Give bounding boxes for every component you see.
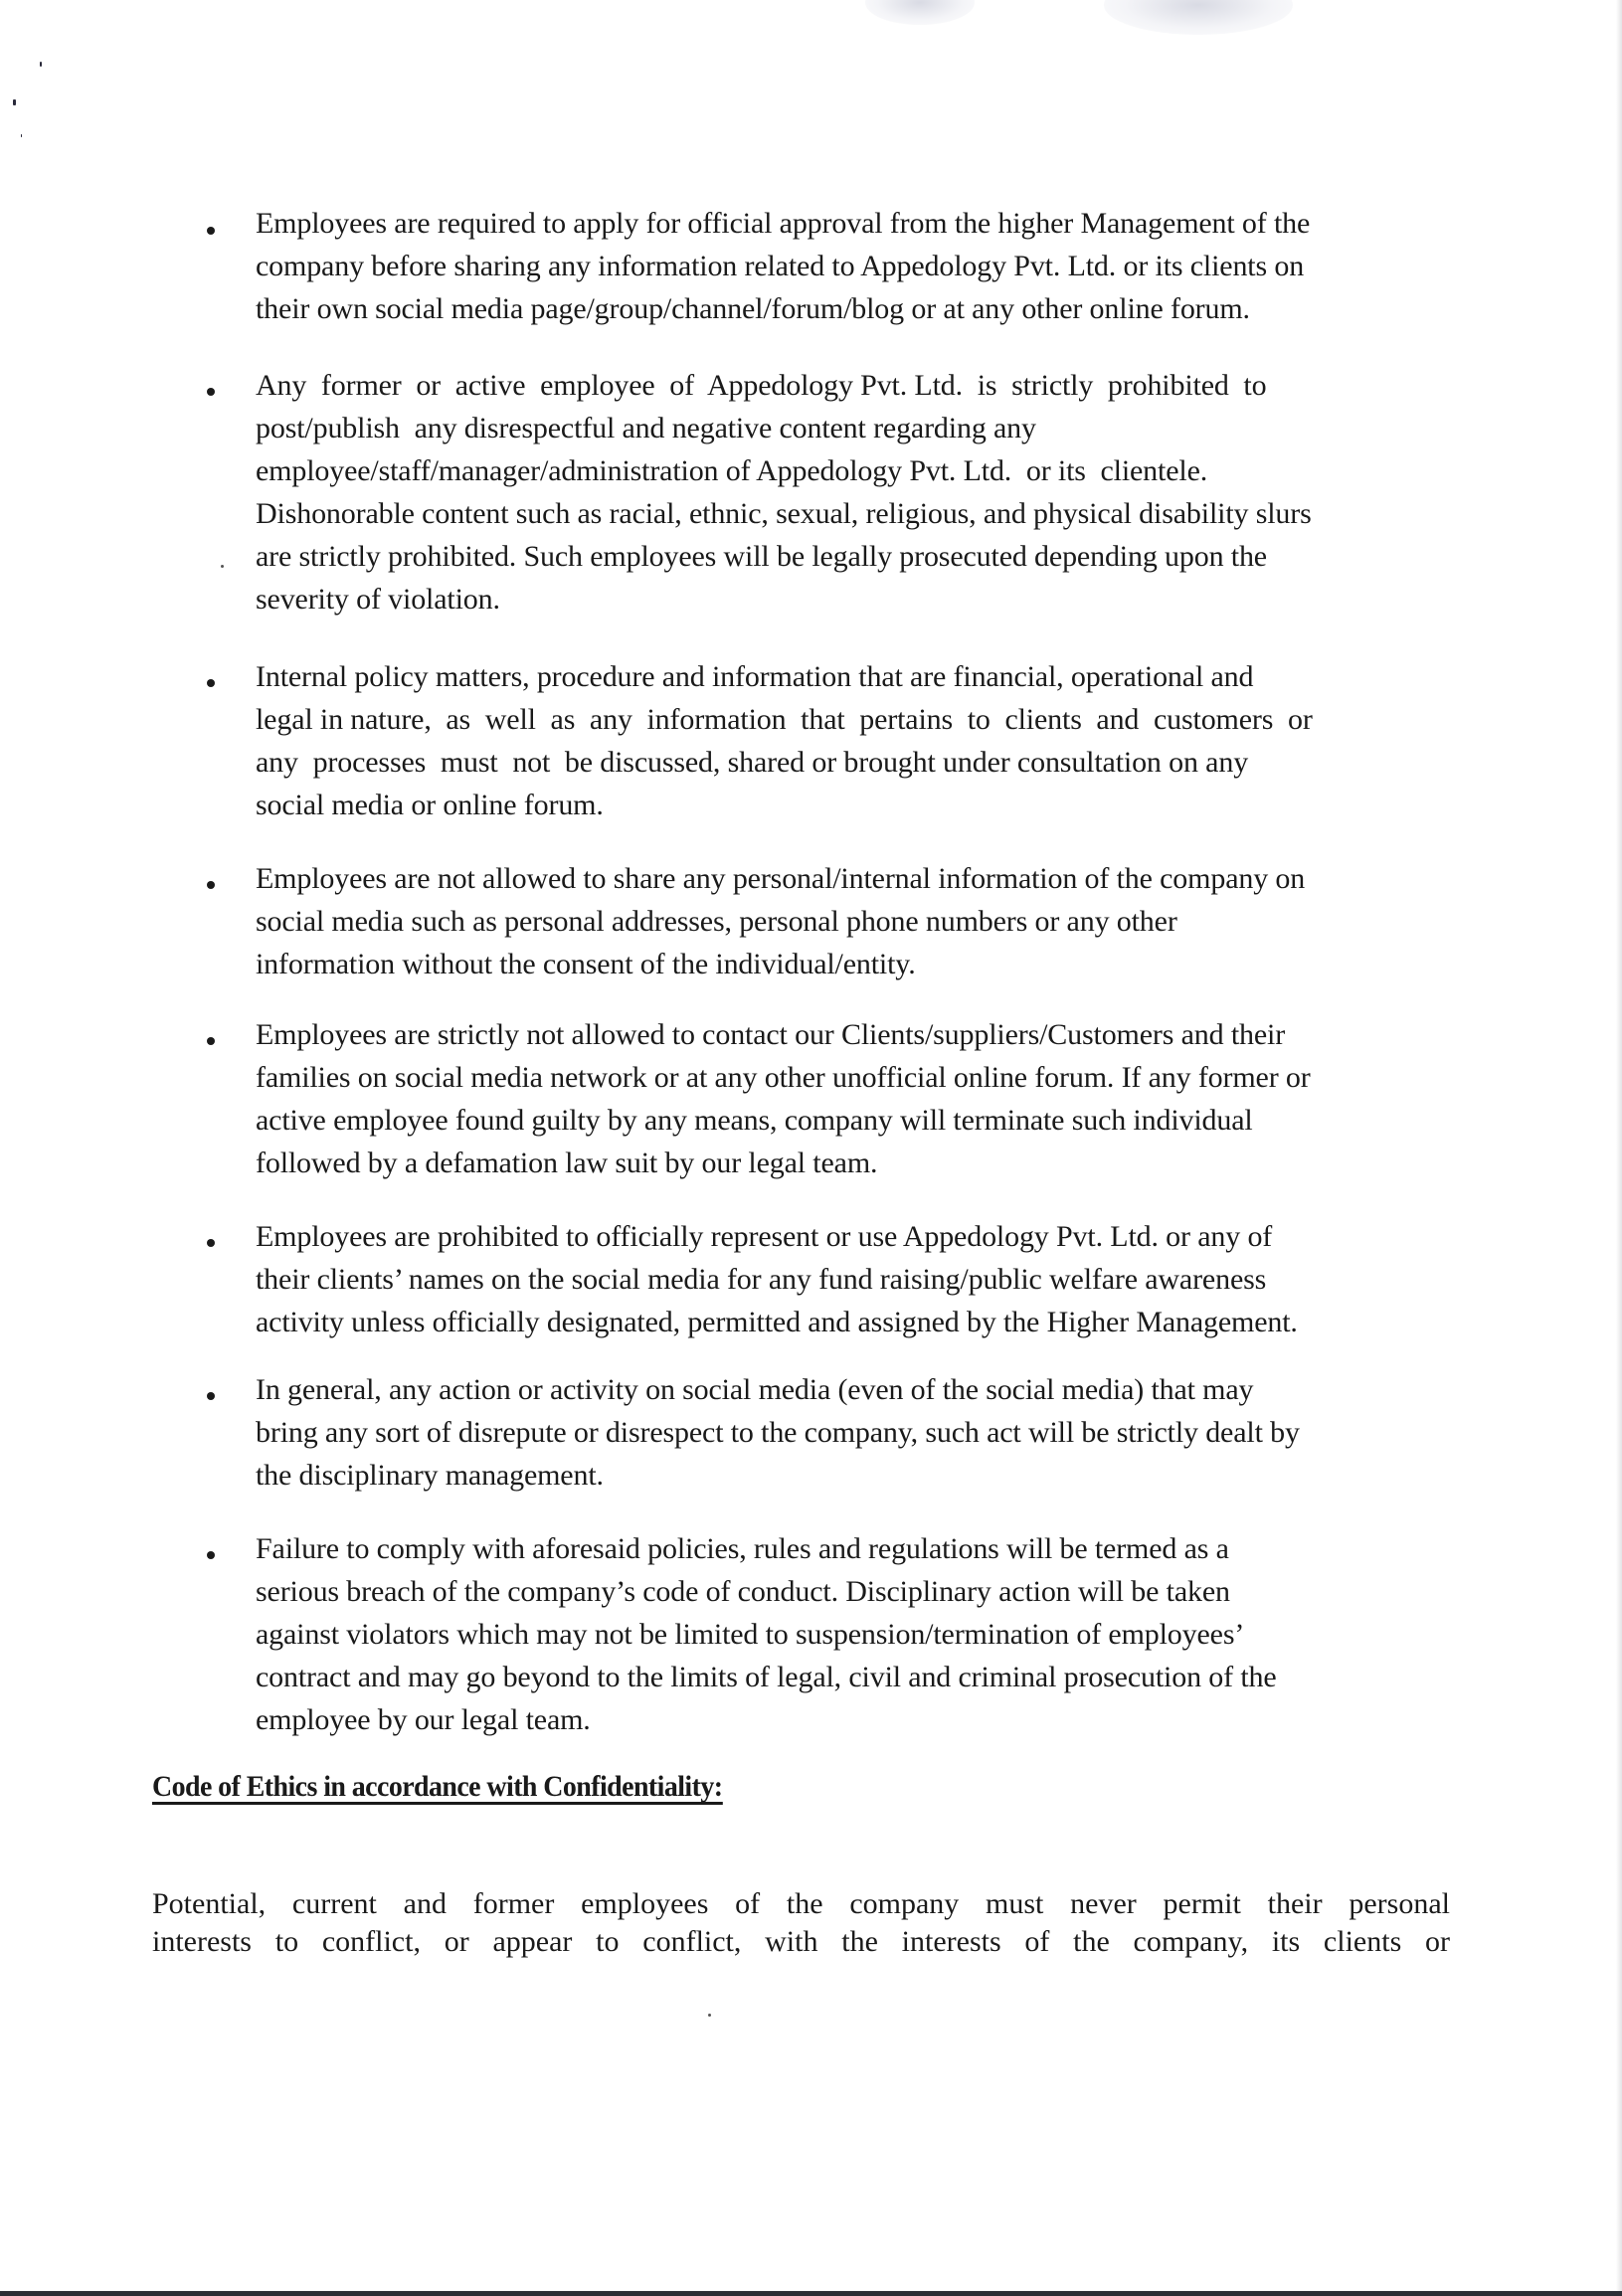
bullet-line: their own social media page/group/channel/forum/blog or at any other online forum. xyxy=(256,292,1250,325)
bullet-line: post/publish any disrespectful and negative content regarding any xyxy=(256,412,1036,444)
bullet-line: Any former or active employee of Appedology Pvt. Ltd. is strictly prohibited to xyxy=(256,369,1267,402)
bullet-line: against violators which may not be limited to suspension/termination of employees’ xyxy=(256,1618,1245,1651)
bullet-line: employee/staff/manager/administration of Appedology Pvt. Ltd. or its clientele. xyxy=(256,454,1208,487)
bullet-icon xyxy=(207,1392,215,1400)
scan-speck xyxy=(40,62,42,67)
bullet-line: social media such as personal addresses, personal phone numbers or any other xyxy=(256,905,1177,938)
bullet-line: employee by our legal team. xyxy=(256,1703,591,1736)
scan-speck xyxy=(708,2014,711,2017)
bullet-line: contract and may go beyond to the limits of legal, civil and criminal prosecution of the xyxy=(256,1661,1277,1693)
bullet-icon xyxy=(207,227,215,235)
bullet-line: Dishonorable content such as racial, ethnic, sexual, religious, and physical disability slurs xyxy=(256,497,1312,530)
bullet-line: bring any sort of disrepute or disrespect to the company, such act will be strictly dealt by xyxy=(256,1416,1300,1449)
bullet-line: In general, any action or activity on social media (even of the social media) that may xyxy=(256,1373,1254,1406)
bullet-line: Employees are not allowed to share any personal/internal information of the company on xyxy=(256,862,1306,895)
bullet-line: social media or online forum. xyxy=(256,789,604,821)
bullet-line: Internal policy matters, procedure and information that are financial, operational and xyxy=(256,660,1254,693)
bullet-line: are strictly prohibited. Such employees will be legally prosecuted depending upon the xyxy=(256,540,1267,573)
bullet-line: their clients’ names on the social media for any fund raising/public welfare awareness xyxy=(256,1263,1267,1296)
bullet-icon xyxy=(207,388,215,396)
bullet-line: Employees are strictly not allowed to contact our Clients/suppliers/Customers and their xyxy=(256,1018,1286,1051)
bullet-line: Failure to comply with aforesaid policies, rules and regulations will be termed as a xyxy=(256,1532,1229,1565)
bullet-line: company before sharing any information related to Appedology Pvt. Ltd. or its clients on xyxy=(256,250,1305,282)
bullet-icon xyxy=(207,881,215,889)
scan-speck xyxy=(221,565,224,568)
paragraph-line: interests to conflict, or appear to conflict, with the interests of the company, its clients or xyxy=(152,1925,1450,1958)
page-edge-right xyxy=(1616,0,1622,2296)
scan-smudge xyxy=(865,0,975,25)
bullet-line: serious breach of the company’s code of conduct. Disciplinary action will be taken xyxy=(256,1575,1230,1608)
scan-smudge xyxy=(1104,0,1293,35)
bullet-line: legal in nature, as well as any information that pertains to clients and customers or xyxy=(256,703,1313,736)
bullet-line: families on social media network or at any other unofficial online forum. If any former or xyxy=(256,1061,1311,1094)
bullet-icon xyxy=(207,1037,215,1045)
bullet-line: Employees are required to apply for official approval from the higher Management of the xyxy=(256,207,1311,240)
bullet-line: the disciplinary management. xyxy=(256,1459,604,1492)
bullet-icon xyxy=(207,1239,215,1247)
bullet-line: Employees are prohibited to officially represent or use Appedology Pvt. Ltd. or any of xyxy=(256,1220,1273,1253)
scan-speck xyxy=(21,134,22,137)
bullet-icon xyxy=(207,1551,215,1559)
bullet-line: followed by a defamation law suit by our legal team. xyxy=(256,1147,878,1179)
scan-speck xyxy=(13,99,16,105)
bullet-icon xyxy=(207,679,215,687)
bullet-line: information without the consent of the individual/entity. xyxy=(256,948,916,980)
bullet-line: any processes must not be discussed, shared or brought under consultation on any xyxy=(256,746,1249,779)
bullet-line: activity unless officially designated, permitted and assigned by the Higher Management. xyxy=(256,1306,1298,1338)
paragraph-line: Potential, current and former employees of the company must never permit their personal xyxy=(152,1887,1450,1920)
section-heading: Code of Ethics in accordance with Confidentiality: xyxy=(152,1770,723,1803)
bullet-line: severity of violation. xyxy=(256,583,500,616)
bullet-line: active employee found guilty by any means, company will terminate such individual xyxy=(256,1104,1253,1137)
page-edge-bottom xyxy=(0,2291,1622,2296)
